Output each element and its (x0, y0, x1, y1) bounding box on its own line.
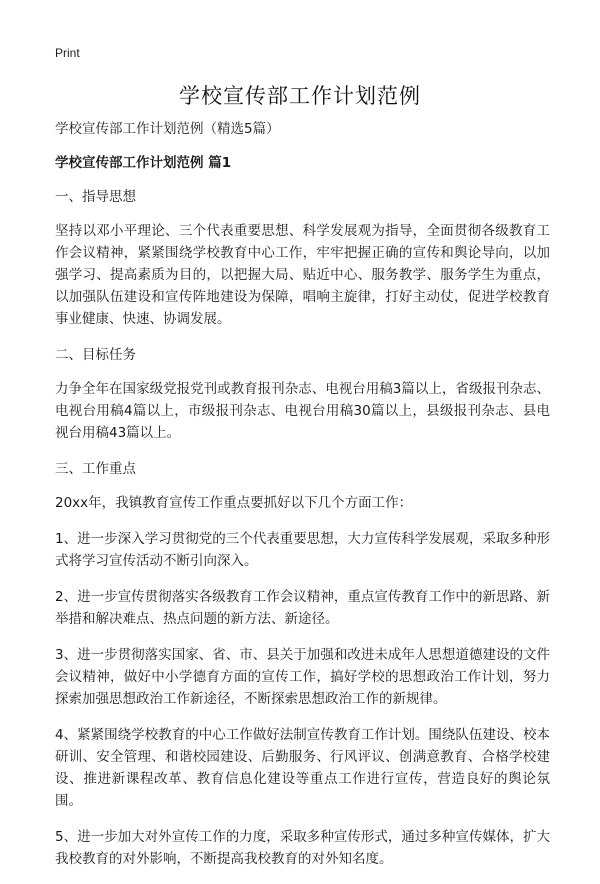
document-title: 学校宣传部工作计划范例 (179, 84, 421, 108)
list-item: 5、进一步加大对外宣传工作的力度，采取多种宣传形式，通过多种宣传媒体，扩大我校教育的对外影响，不断提高我校教育的对外知名度。 (55, 829, 550, 867)
section-heading-guiding-ideology: 一、指导思想 (55, 189, 136, 205)
list-item: 3、进一步贯彻落实国家、省、市、县关于加强和改进未成年人思想道德建设的文件会议精神，做好中小学德育方面的宣传工作，搞好学校的思想政治工作计划，努力探索加强思想政治工作新途径，不断探索思想政治工作的新规律。 (55, 647, 550, 707)
section-text-work-focus: 20xx年，我镇教育宣传工作重点要抓好以下几个方面工作： (55, 495, 413, 511)
print-label[interactable]: Print (55, 46, 80, 60)
list-item: 4、紧紧围绕学校教育的中心工作做好法制宣传教育工作计划。围绕队伍建设、校本研训、安全管理、和谐校园建设、后勤服务、行风评议、创满意教育、合格学校建设、推进新课程改革、教育信息化建设等重点工作进行宣传，营造良好的舆论氛围。 (55, 727, 550, 809)
section-text-guiding-ideology: 坚持以邓小平理论、三个代表重要思想、科学发展观为指导，全面贯彻各级教育工作会议精神，紧紧围绕学校教育中心工作，牢牢把握正确的宣传和舆论导向，以加强学习、提高素质为目的，以把握大局、贴近中心、服务教学、服务学生为重点，以加强队伍建设和宣传阵地建设为保障，唱响主旋律，打好主动仗，促进学校教育事业健康、快速、协调发展。 (55, 223, 550, 327)
list-item: 1、进一步深入学习贯彻党的三个代表重要思想，大力宣传科学发展观，采取多种形式将学习宣传活动不断引向深入。 (55, 531, 550, 569)
section-heading-goals: 二、目标任务 (55, 347, 136, 363)
list-item: 2、进一步宣传贯彻落实各级教育工作会议精神，重点宣传教育工作中的新思路、新举措和解决难点、热点问题的新方法、新途径。 (55, 589, 550, 627)
article-heading: 学校宣传部工作计划范例 篇1 (55, 155, 232, 171)
document-subtitle: 学校宣传部工作计划范例（精选5篇） (55, 121, 280, 137)
document-body (55, 118, 550, 884)
section-heading-work-focus: 三、工作重点 (55, 461, 136, 477)
section-text-goals: 力争全年在国家级党报党刊或教育报刊杂志、电视台用稿3篇以上，省级报刊杂志、电视台用稿4篇以上，市级报刊杂志、电视台用稿30篇以上，县级报刊杂志、县电视台用稿43篇以上。 (55, 381, 550, 441)
